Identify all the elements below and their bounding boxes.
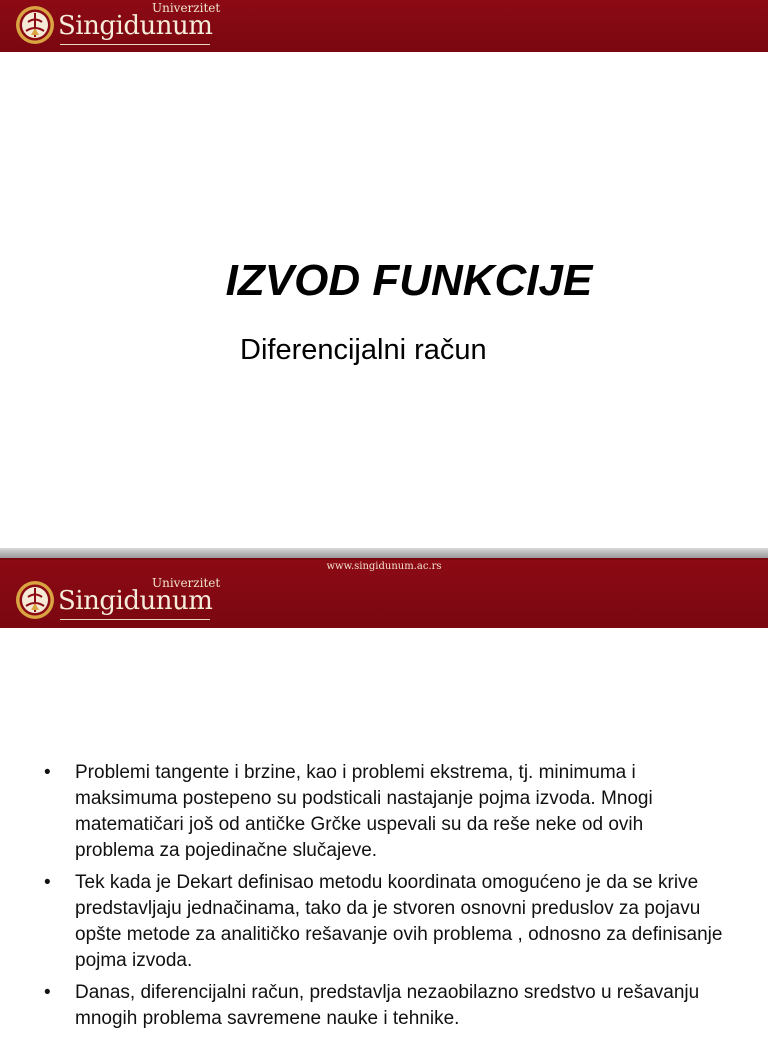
logo-underline [60, 44, 210, 45]
bullet-dot-icon: • [44, 982, 51, 1003]
logo-underline [60, 619, 210, 620]
bullet-dot-icon: • [44, 762, 51, 783]
logo-name-text: Singidunum [58, 11, 213, 41]
logo-univerzitet-text: Univerzitet [152, 576, 221, 590]
bullet-text: Danas, diferencijalni račun, predstavlja nezaobilazno sredstvo u rešavanju mnogih problema savremene nauke i tehnike. [75, 982, 700, 1029]
bullet-text: Tek kada je Dekart definisao metodu koordinata omogućeno je da se krive predstavljaju jednačinama, tako da je stvoren osnovni preduslov za pojavu opšte metode za analitičko rešavanje ovih problema , odnosno za definisanje pojma izvoda. [75, 872, 723, 971]
singidunum-emblem-icon [14, 579, 56, 621]
list-item [44, 870, 724, 974]
bullet-dot-icon: • [44, 872, 51, 893]
footer-gray-band [0, 548, 768, 558]
bullet-text: Problemi tangente i brzine, kao i problemi ekstrema, tj. minimuma i maksimuma postepeno su podsticali nastajanje pojma izvoda. Mnogi matematičari još od antičke Grčke uspevali su da reše neke od ovih problema za pojedinačne slučajeve. [75, 762, 653, 861]
footer-url: www.singidunum.ac.rs [326, 561, 442, 572]
slide-subtitle: Diferencijalni račun [240, 334, 487, 366]
logo-name-text: Singidunum [58, 586, 213, 616]
singidunum-emblem-icon [14, 4, 56, 46]
header-bar [0, 0, 768, 52]
slide-title: IZVOD FUNKCIJE [225, 256, 593, 305]
logo-univerzitet-text: Univerzitet [152, 1, 221, 15]
list-item [44, 760, 724, 864]
bullet-list [44, 760, 724, 1038]
list-item [44, 980, 724, 1032]
